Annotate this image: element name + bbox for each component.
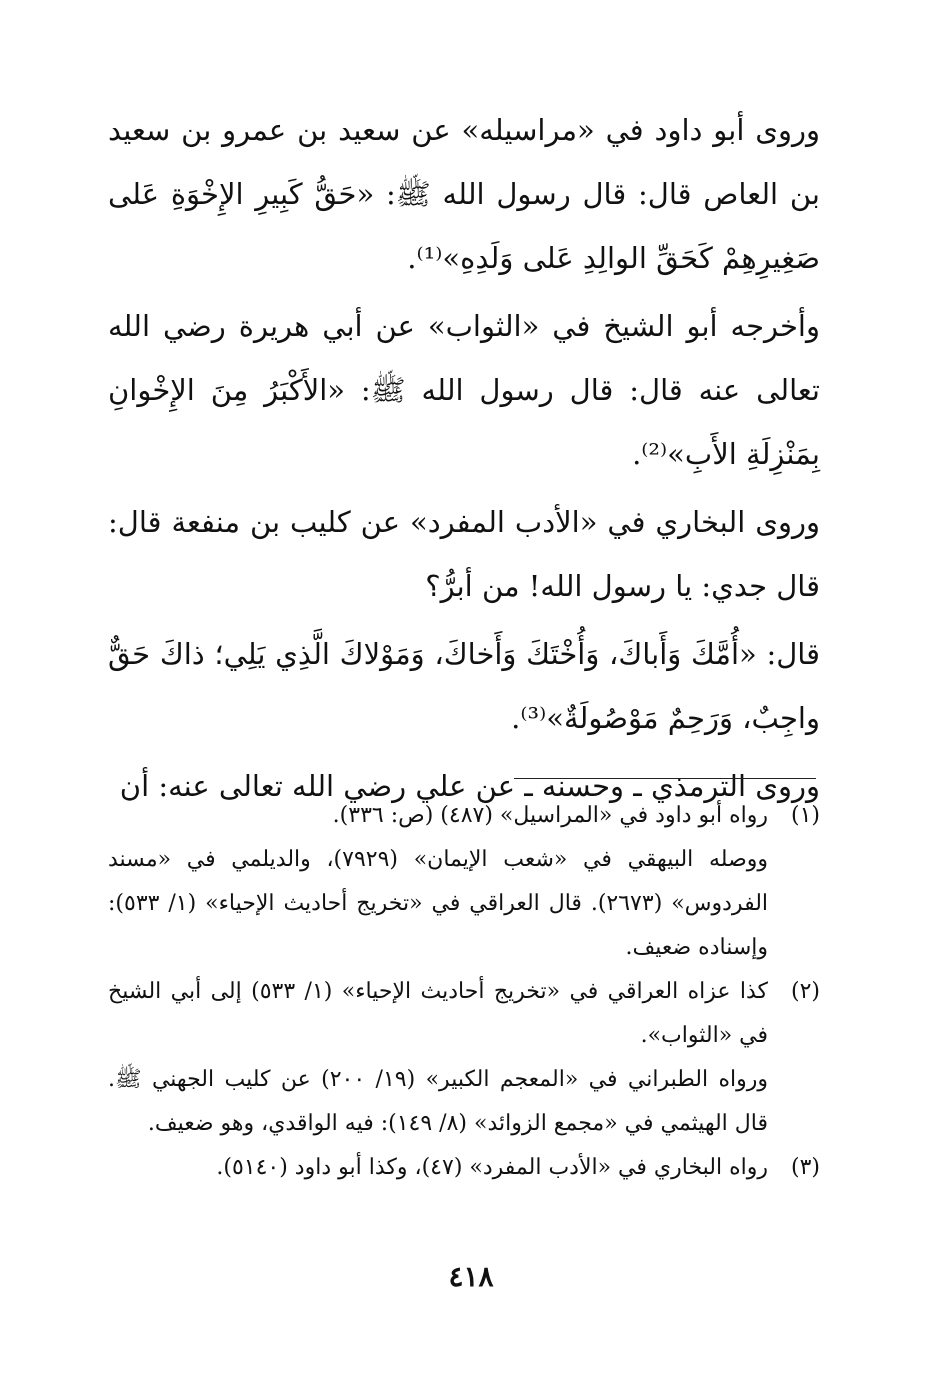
paragraph-3: وروى البخاري في «الأدب المفرد» عن كليب بن منفعة قال: قال جدي: يا رسول الله! من أبرُّ؟ <box>108 505 820 603</box>
paragraph-1: وروى أبو داود في «مراسيله» عن سعيد بن عمرو بن سعيد بن العاص قال: قال رسول الله ﷺ: «حَقُّ كَبِيرِ الإِخْوَةِ عَلى صَغِيرِهِمْ كَحَقِّ الوالِدِ عَلى وَلَدِهِ»⁽¹⁾. <box>108 113 820 275</box>
footnote-2 <box>108 970 820 1058</box>
paragraph-5: وروى الترمذي ـ وحسنه ـ عن علي رضي الله تعالى عنه: أن <box>119 769 820 803</box>
footnote-continuation: ورواه الطبراني في «المعجم الكبير» (١٩/ ٢٠٠) عن كليب الجهني ﷺ. قال الهيثمي في «مجمع الزوائد» (٨/ ١٤٩): فيه الواقدي، وهو ضعيف. <box>108 1067 769 1136</box>
footnote-number: (٣) <box>790 1155 820 1180</box>
paragraph-2: وأخرجه أبو الشيخ في «الثواب» عن أبي هريرة رضي الله تعالى عنه قال: قال رسول الله ﷺ: «الأَكْبَرُ مِنَ الإِخْوانِ بِمَنْزِلَةِ الأَبِ»⁽²⁾. <box>108 309 820 471</box>
page-number: ٤١٨ <box>448 1260 494 1293</box>
footnote-text: رواه أبو داود في «المراسيل» (٤٨٧) (ص: ٣٣٦). <box>332 803 768 828</box>
footnote-1 <box>108 794 820 838</box>
footnote-continuation: ووصله البيهقي في «شعب الإيمان» (٧٩٢٩)، والديلمي في «مسند الفردوس» (٢٦٧٣). قال العراقي في «تخريج أحاديث الإحياء» (١/ ٥٣٣): وإسناده ضعيف. <box>108 847 769 960</box>
paragraph-4: قال: «أُمَّكَ وَأَباكَ، وَأُخْتَكَ وَأَخاكَ، وَمَوْلاكَ الَّذِي يَلِي؛ ذاكَ حَقٌّ واجِبٌ، وَرَحِمٌ مَوْصُولَةٌ»⁽³⁾. <box>108 637 820 735</box>
main-text <box>108 98 820 818</box>
footnote-separator <box>514 778 816 779</box>
footnote-number: (١) <box>790 803 820 828</box>
footnote-number: (٢) <box>790 979 820 1004</box>
footnote-text: رواه البخاري في «الأدب المفرد» (٤٧)، وكذا أبو داود (٥١٤٠). <box>216 1155 768 1180</box>
footnote-3 <box>108 1146 820 1190</box>
footnote-text: كذا عزاه العراقي في «تخريج أحاديث الإحياء» (١/ ٥٣٣) إلى أبي الشيخ في «الثواب». <box>108 979 769 1048</box>
footnotes <box>108 794 820 1190</box>
